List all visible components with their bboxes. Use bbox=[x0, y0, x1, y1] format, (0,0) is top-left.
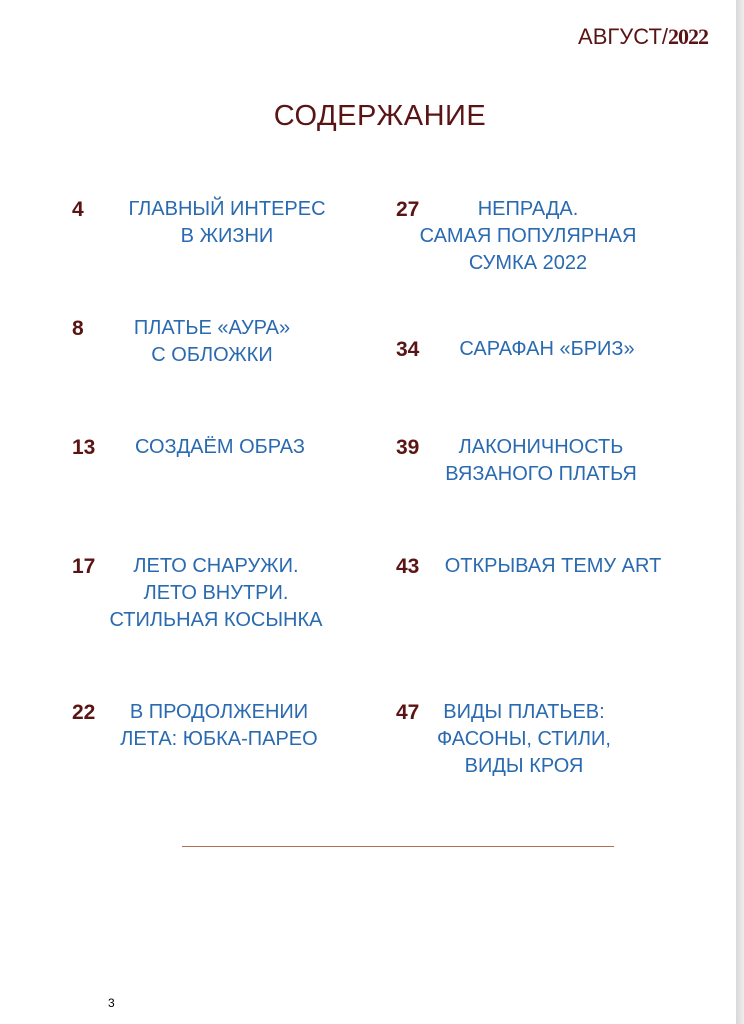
page-edge-shadow bbox=[736, 0, 744, 1024]
toc-page-number: 22 bbox=[72, 701, 96, 724]
toc-entry-title: В ПРОДОЛЖЕНИИ ЛЕТА: ЮБКА-ПАРЕО bbox=[120, 701, 318, 750]
toc-page-number: 43 bbox=[396, 555, 420, 578]
toc-page-number: 13 bbox=[72, 436, 96, 459]
toc-page-number: 4 bbox=[72, 198, 84, 221]
toc-entry-title: ГЛАВНЫЙ ИНТЕРЕС В ЖИЗНИ bbox=[128, 198, 326, 247]
toc-page-number: 47 bbox=[396, 701, 420, 724]
issue-date bbox=[560, 24, 708, 50]
page-number: 3 bbox=[108, 996, 115, 1010]
toc-page-number: 17 bbox=[72, 555, 96, 578]
toc-entry-title: ВИДЫ ПЛАТЬЕВ: ФАСОНЫ, СТИЛИ, ВИДЫ КРОЯ bbox=[437, 701, 611, 777]
toc-entry-title: САРАФАН «БРИЗ» bbox=[459, 338, 635, 360]
toc-entry-title: ЛАКОНИЧНОСТЬ ВЯЗАНОГО ПЛАТЬЯ bbox=[445, 436, 637, 485]
toc-entry-title: ОТКРЫВАЯ ТЕМУ ART bbox=[444, 555, 662, 577]
toc-page-number: 39 bbox=[396, 436, 420, 459]
toc-entry-title: ПЛАТЬЕ «АУРА» С ОБЛОЖКИ bbox=[133, 317, 291, 366]
toc-entry-title: ЛЕТО СНАРУЖИ. ЛЕТО ВНУТРИ. СТИЛЬНАЯ КОСЫНКА bbox=[109, 555, 323, 631]
toc-page-number: 34 bbox=[396, 338, 420, 361]
issue-month: АВГУСТ/ bbox=[578, 24, 668, 49]
issue-year: 2022 bbox=[668, 24, 708, 49]
toc-page-number: 27 bbox=[396, 198, 420, 221]
toc-entry-title: НЕПРАДА. САМАЯ ПОПУЛЯРНАЯ СУМКА 2022 bbox=[419, 198, 637, 274]
divider-line bbox=[182, 846, 614, 847]
toc-page-number: 8 bbox=[72, 317, 84, 340]
toc-entry-title: СОЗДАЁМ ОБРАЗ bbox=[135, 436, 305, 458]
page-title: СОДЕРЖАНИЕ bbox=[273, 100, 487, 132]
